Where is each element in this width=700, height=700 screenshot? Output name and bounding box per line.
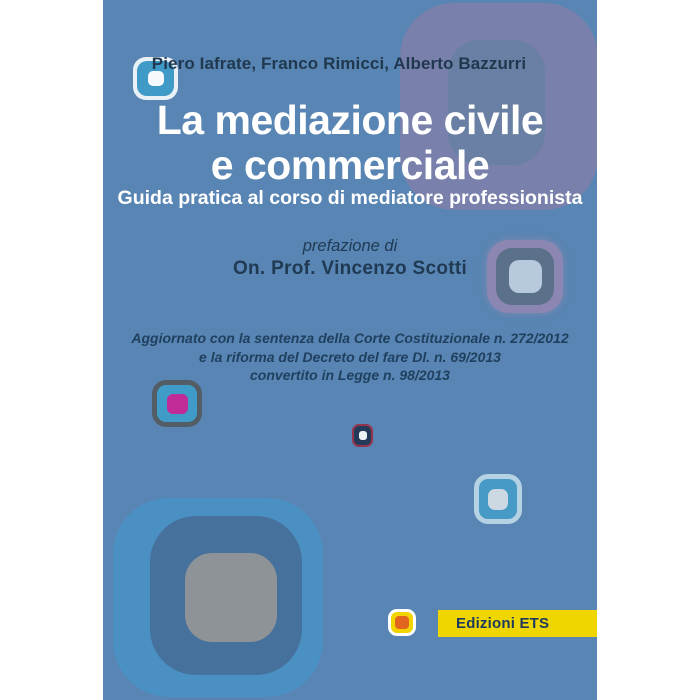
update-note-line3: convertito in Legge n. 98/2013: [250, 367, 450, 383]
book-title: [103, 98, 597, 188]
lightblue-squircle-icon: [474, 474, 522, 524]
navy-squircle-center: [359, 431, 367, 440]
update-note-line2: e la riforma del Decreto del fare Dl. n. 69/2013: [199, 348, 501, 365]
book-cover: [103, 0, 597, 700]
magenta-squircle-center: [167, 394, 188, 414]
book-subtitle: Guida pratica al corso di mediatore professionista: [117, 187, 583, 209]
authors-line: Piero Iafrate, Franco Rimicci, Alberto Bazzurri: [151, 54, 527, 73]
preface-author: On. Prof. Vincenzo Scotti: [232, 258, 468, 279]
publisher-bar: Edizioni ETS: [438, 610, 597, 637]
update-note: [103, 329, 597, 385]
preface-label: prefazione di: [302, 237, 398, 255]
book-title-line1: La mediazione civile: [156, 97, 544, 143]
gray-squircle-center: [185, 553, 277, 642]
orange-squircle-center: [395, 616, 409, 629]
book-title-line2: e commerciale: [210, 142, 490, 188]
magenta-squircle-icon: [152, 380, 202, 427]
navy-squircle-icon: [352, 424, 373, 447]
large-blue-squircle-icon: [113, 498, 323, 697]
orange-squircle-icon: [388, 609, 416, 636]
update-note-line1: Aggiornato con la sentenza della Corte Costituzionale n. 272/2012: [131, 330, 569, 346]
lightblue-squircle-center: [488, 489, 508, 510]
